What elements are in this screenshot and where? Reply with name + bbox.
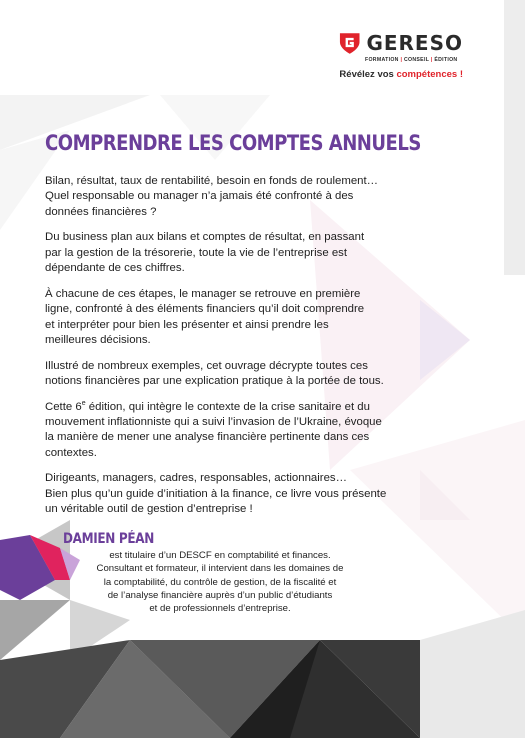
description-paragraph: À chacune de ces étapes, le manager se retrouve en première ligne, confronté à des éléments financiers qu’il doit comprendre et interpréter pour bien les présenter et ainsi prendre les meilleures décisions.: [45, 287, 365, 347]
gereso-shield-icon: [337, 30, 362, 56]
publisher-name: GERESO: [366, 31, 463, 55]
publisher-slogan: Révélez vos compétences !: [339, 69, 463, 80]
book-title: COMPRENDRE LES COMPTES ANNUELS: [45, 131, 421, 155]
publisher-tagline: FORMATION | CONSEIL | ÉDITION: [365, 57, 458, 63]
description-paragraph: Illustré de nombreux exemples, cet ouvrage décrypte toutes ces notions financières par une explication pratique à la portée de tous.: [45, 359, 384, 388]
author-name: DAMIEN PÉAN: [63, 531, 154, 547]
description-paragraph: Cette 6e édition, qui intègre le contexte de la crise sanitaire et du mouvement inflationniste qui a suivi l’invasion de l’Ukraine, évoque la manière de mener une analyse financière pertinente dans ces contextes.: [45, 399, 382, 459]
description-paragraph: Bilan, résultat, taux de rentabilité, besoin en fonds de roulement… Quel responsable ou manager n’a jamais été confronté à des données financières ?: [45, 175, 379, 218]
description-paragraph: Dirigeants, managers, cadres, responsables, actionnaires… Bien plus qu’un guide d’initiation à la finance, ce livre vous présente un véritable outil de gestion d’entreprise !: [45, 472, 387, 516]
publisher-logo: [337, 30, 463, 63]
book-description: [45, 174, 405, 528]
author-bio: est titulaire d’un DESCF en comptabilité et finances. Consultant et formateur, il intervient dans les domaines de la comptabilité, du contrôle de gestion, de la fiscalité et de l’analyse financière auprès d’un public d’étudiants et de professionnels d’entreprise.: [96, 550, 344, 615]
description-paragraph: Du business plan aux bilans et comptes de résultat, en passant par la gestion de la trésorerie, toute la vie de l’entreprise est dépendante de ces chiffres.: [45, 231, 365, 275]
